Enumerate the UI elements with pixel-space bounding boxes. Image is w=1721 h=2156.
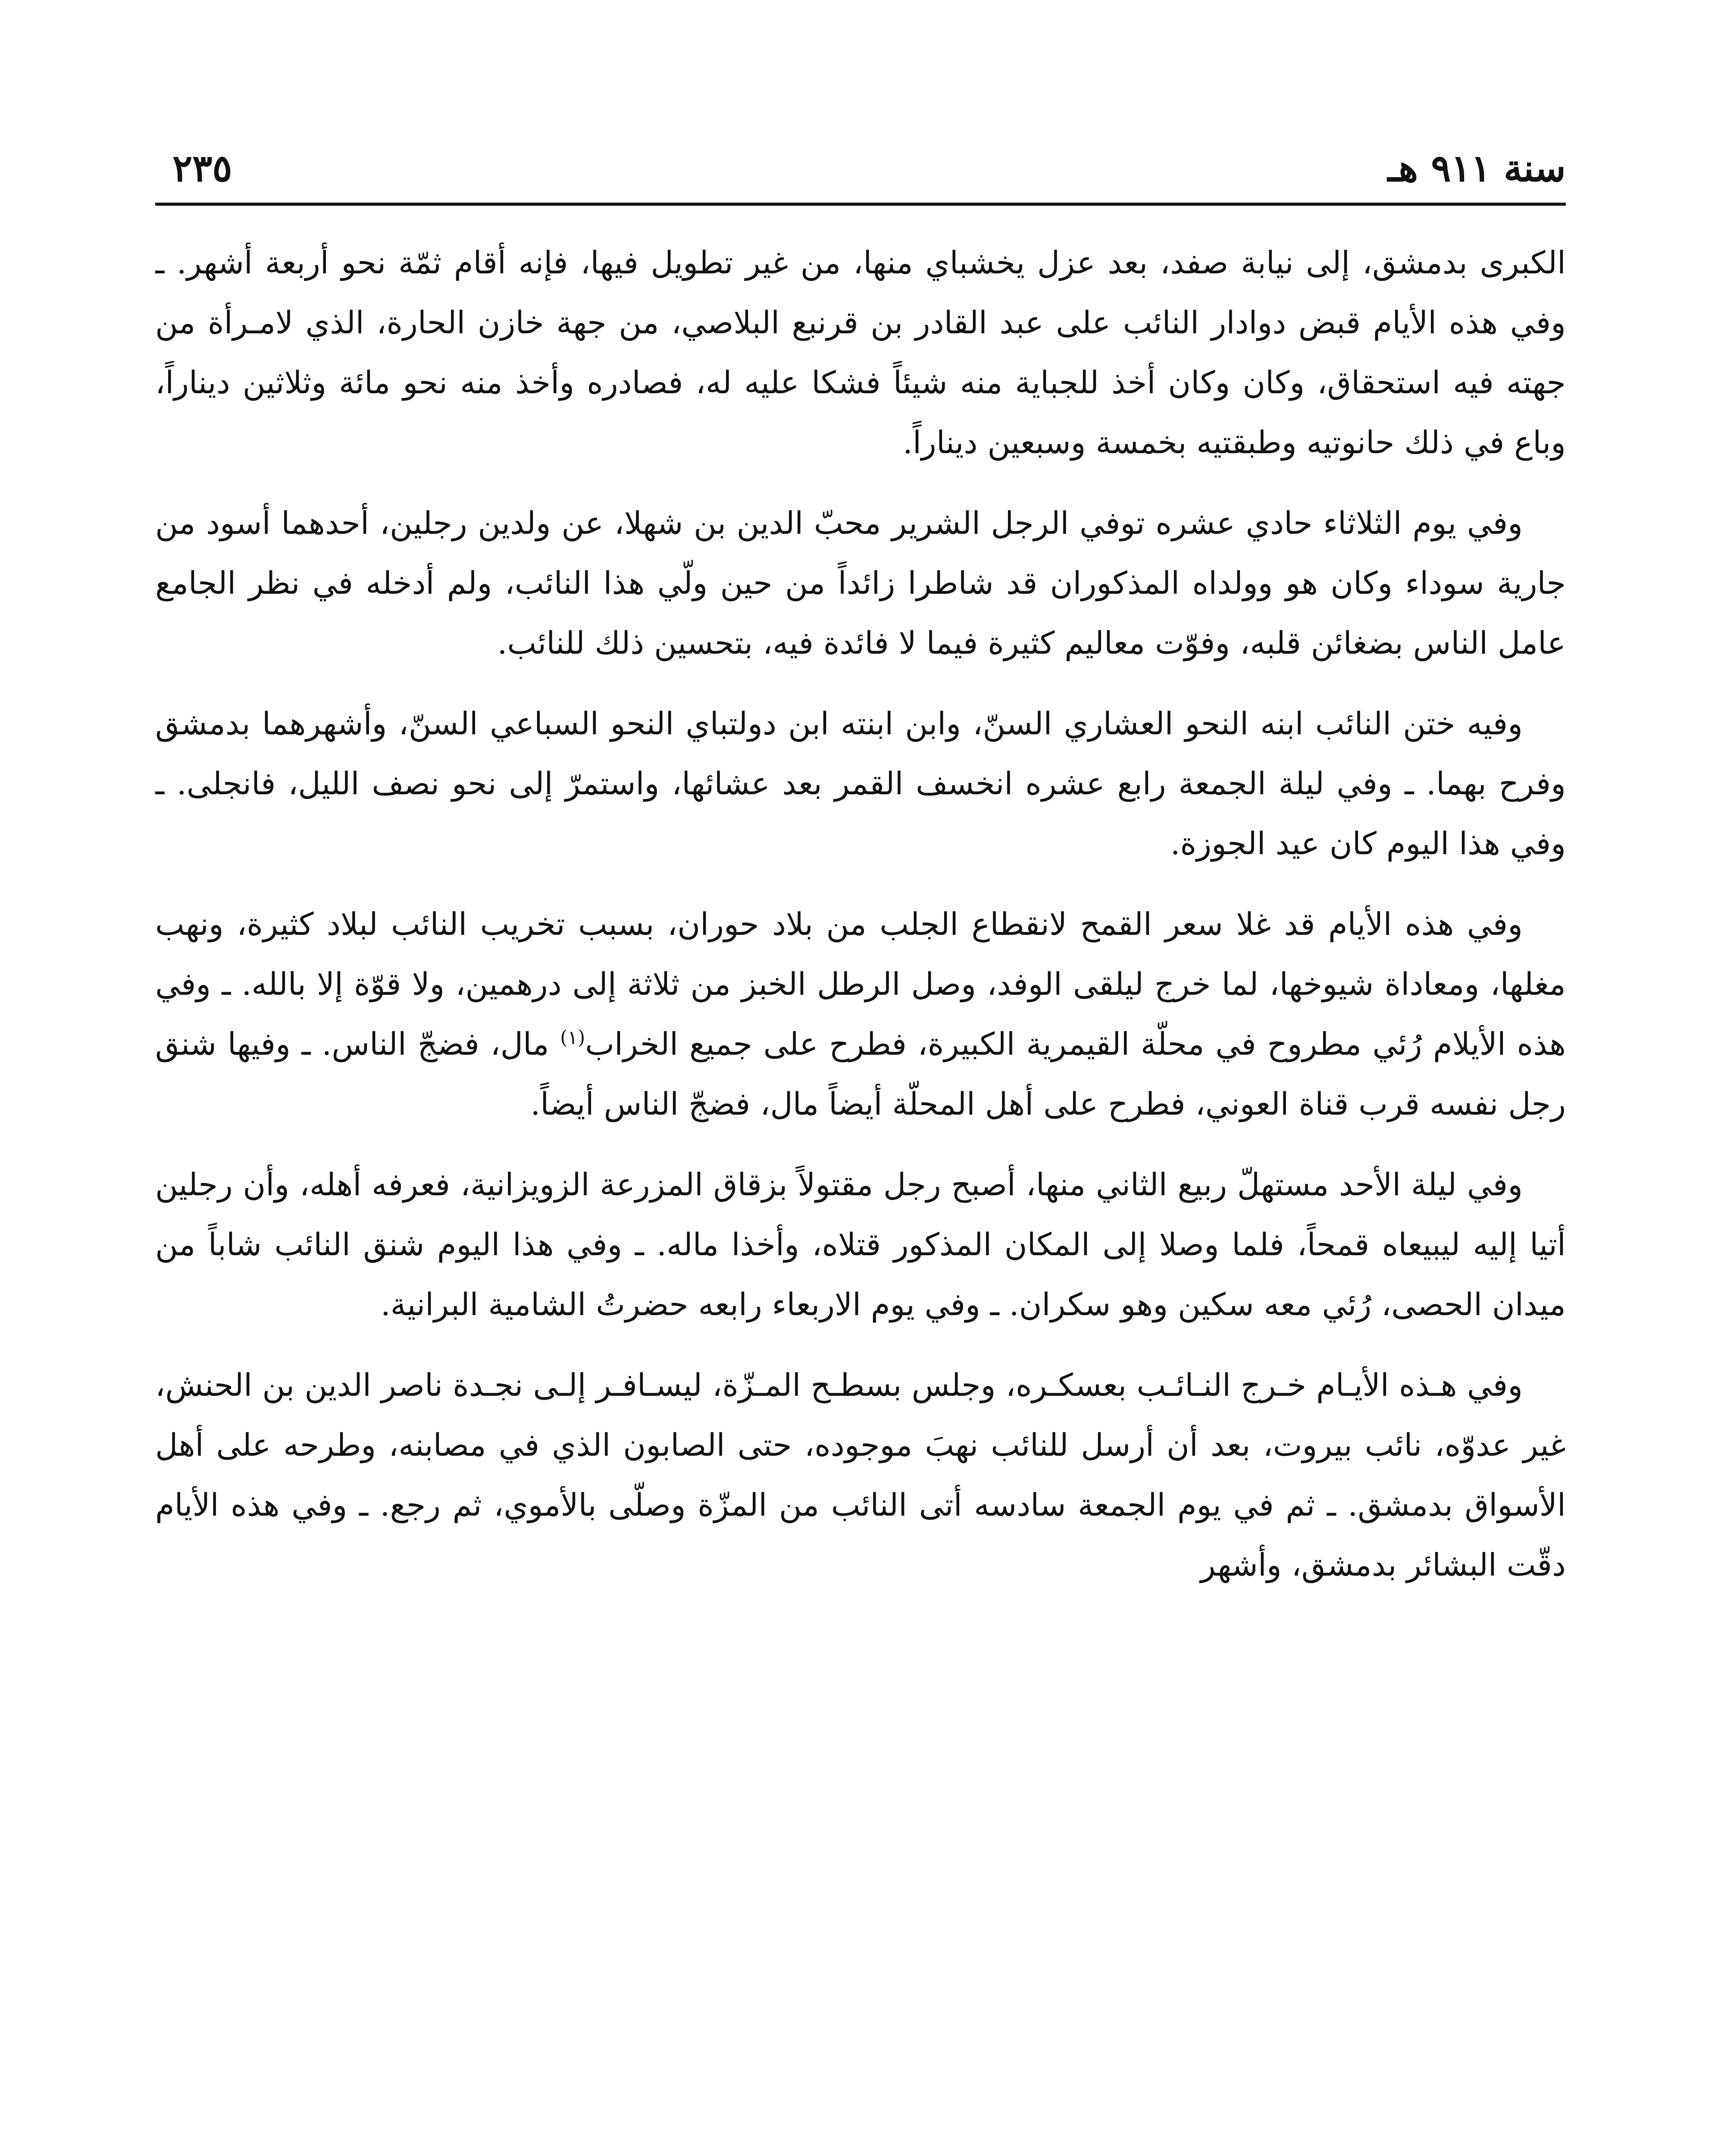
- paragraph-4: [155, 894, 1566, 1134]
- page-number: ٢٣٥: [172, 147, 232, 190]
- paragraph-1: الكبرى بدمشق، إلى نيابة صفد، بعد عزل يخشباي منها، من غير تطويل فيها، فإنه أقام ثمّة نحو أربعة أشهر. ـ وفي هذه الأيام قبض دوادار النائب على عبد القادر بن قرنبع البلاصي، من جهة خازن الحارة، الذي لامـرأة من جهته فيه استحقاق، وكان وكان أخذ للجباية منه شيئاً فشكا عليه له، فصادره وأخذ منه نحو مائة وثلاثين ديناراً، وباع في ذلك حانوتيه وطبقتيه بخمسة وسبعين ديناراً.: [155, 244, 1566, 461]
- page-header: [155, 138, 1566, 203]
- paragraph-4-head: وفي هذه الأيام قد غلا سعر القمح لانقطاع الجلب من بلاد حوران، بسبب تخريب النائب لبلاد كثيرة، ونهب مغلها، ومعاداة شيوخها، لما خرج ليلقى الوفد، وصل الرطل الخبز من ثلاثة إلى درهمين، ولا قوّة إلا بالله. ـ وفي هذه الأيلام رُئي مطروح في محلّة القيمرية الكبيرة، فطرح على جميع الخراب: [155, 906, 1566, 1062]
- body-text: [155, 233, 1566, 2156]
- paragraph-5: وفي ليلة الأحد مستهلّ ربيع الثاني منها، أصبح رجل مقتولاً بزقاق المزرعة الزويزانية، فعرفه أهله، وأن رجلين أتيا إليه ليبيعاه قمحاً، فلما وصلا إلى المكان المذكور قتلاه، وأخذا ماله. ـ وفي هذا اليوم شنق النائب شاباً من ميدان الحصى، رُئي معه سكين وهو سكران. ـ وفي يوم الاربعاء رابعه حضرتُ الشامية البرانية.: [155, 1166, 1566, 1322]
- paragraph-6: وفي هـذه الأيـام خـرج النـائـب بعسكـره، وجلس بسطـح المـزّة، ليسـافـر إلـى نجـدة ناصر الدين بن الحنش، غير عدوّه، نائب بيروت، بعد أن أرسل للنائب نهبَ موجوده، حتى الصابون الذي في مصابنه، وطرحه على أهل الأسواق بدمشق. ـ ثم في يوم الجمعة سادسه أتى النائب من المزّة وصلّى بالأموي، ثم رجع. ـ وفي هذه الأيام دقّت البشائر بدمشق، وأشهر: [155, 1367, 1566, 1583]
- running-title: سنة ٩١١ هـ: [1387, 147, 1566, 190]
- paragraph-4-tail: مال، فضجّ الناس. ـ وفيها شنق رجل نفسه قرب قناة العوني، فطرح على أهل المحلّة أيضاً مال، فضجّ الناس أيضاً.: [155, 1026, 1566, 1122]
- paragraph-2: وفي يوم الثلاثاء حادي عشره توفي الرجل الشرير محبّ الدين بن شهلا، عن ولدين رجلين، أحدهما أسود من جارية سوداء وكان هو وولداه المذكوران قد شاطرا زائداً من حين ولّي هذا النائب، ولم أدخله في نظر الجامع عامل الناس بضغائن قلبه، وفوّت معاليم كثيرة فيما لا فائدة فيه، بتحسين ذلك للنائب.: [155, 505, 1566, 661]
- footnote-marker: (١): [560, 1027, 585, 1049]
- paragraph-3: وفيه ختن النائب ابنه النحو العشاري السنّ، وابن ابنته ابن دولتباي النحو السباعي السنّ، وأشهرهما بدمشق وفرح بهما. ـ وفي ليلة الجمعة رابع عشره انخسف القمر بعد عشائها، واستمرّ إلى نحو نصف الليل، فانجلى. ـ وفي هذا اليوم كان عيد الجوزة.: [155, 705, 1566, 862]
- header-rule: [155, 203, 1566, 206]
